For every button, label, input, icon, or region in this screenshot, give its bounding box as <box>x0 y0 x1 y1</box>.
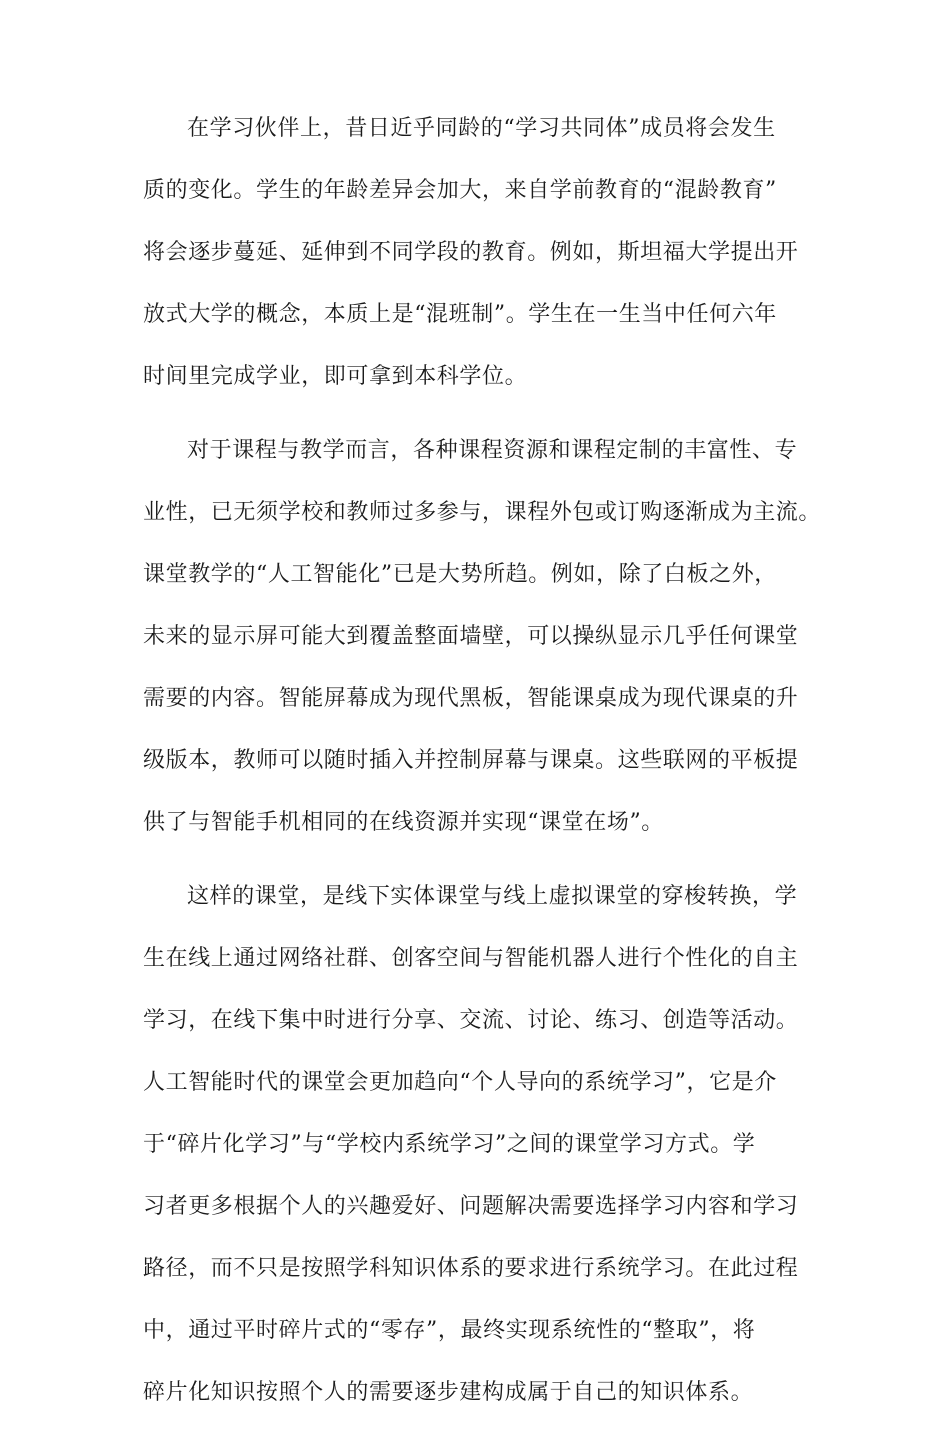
paragraph-line: 放式大学的概念，本质上是“混班制”。学生在一生当中任何六年 <box>143 302 777 327</box>
paragraph-line: 生在线上通过网络社群、创客空间与智能机器人进行个性化的自主 <box>143 946 799 971</box>
paragraph-line: 对于课程与教学而言，各种课程资源和课程定制的丰富性、专 <box>187 438 798 463</box>
paragraph-line: 中，通过平时碎片式的“零存”，最终实现系统性的“整取”，将 <box>143 1318 756 1343</box>
paragraph-line: 未来的显示屏可能大到覆盖整面墙壁，可以操纵显示几乎任何课堂 <box>143 624 799 649</box>
paragraph-line: 将会逐步蔓延、延伸到不同学段的教育。例如，斯坦福大学提出开 <box>143 240 799 265</box>
paragraph-line: 这样的课堂，是线下实体课堂与线上虚拟课堂的穿梭转换，学 <box>187 884 798 909</box>
paragraph-line: 人工智能时代的课堂会更加趋向“个人导向的系统学习”，它是介 <box>143 1070 777 1095</box>
paragraph-line: 于“碎片化学习”与“学校内系统学习”之间的课堂学习方式。学 <box>143 1132 756 1157</box>
paragraph-3 <box>143 886 823 1032</box>
paragraph-line: 碎片化知识按照个人的需要逐步建构成属于自己的知识体系。 <box>143 1380 754 1405</box>
document-body <box>143 118 823 1444</box>
paragraph-line: 级版本，教师可以随时插入并控制屏幕与课桌。这些联网的平板提 <box>143 748 799 773</box>
paragraph-4 <box>143 1072 823 1404</box>
paragraph-line: 供了与智能手机相同的在线资源并实现“课堂在场”。 <box>143 810 664 835</box>
paragraph-line: 时间里完成学业，即可拿到本科学位。 <box>143 364 528 389</box>
paragraph-line: 学习，在线下集中时进行分享、交流、讨论、练习、创造等活动。 <box>143 1008 799 1033</box>
paragraph-line: 在学习伙伴上，昔日近乎同龄的“学习共同体”成员将会发生 <box>187 116 776 141</box>
paragraph-line: 路径，而不只是按照学科知识体系的要求进行系统学习。在此过程 <box>143 1256 799 1281</box>
paragraph-1 <box>143 118 823 388</box>
paragraph-line: 课堂教学的“人工智能化”已是大势所趋。例如，除了白板之外， <box>143 562 777 587</box>
paragraph-line: 质的变化。学生的年龄差异会加大，来自学前教育的“混龄教育” <box>143 178 777 203</box>
paragraph-line: 需要的内容。智能屏幕成为现代黑板，智能课桌成为现代课桌的升 <box>143 686 799 711</box>
paragraph-2 <box>143 440 823 834</box>
paragraph-line: 业性，已无须学校和教师过多参与，课程外包或订购逐渐成为主流。 <box>143 500 822 525</box>
paragraph-line: 习者更多根据个人的兴趣爱好、问题解决需要选择学习内容和学习 <box>143 1194 799 1219</box>
